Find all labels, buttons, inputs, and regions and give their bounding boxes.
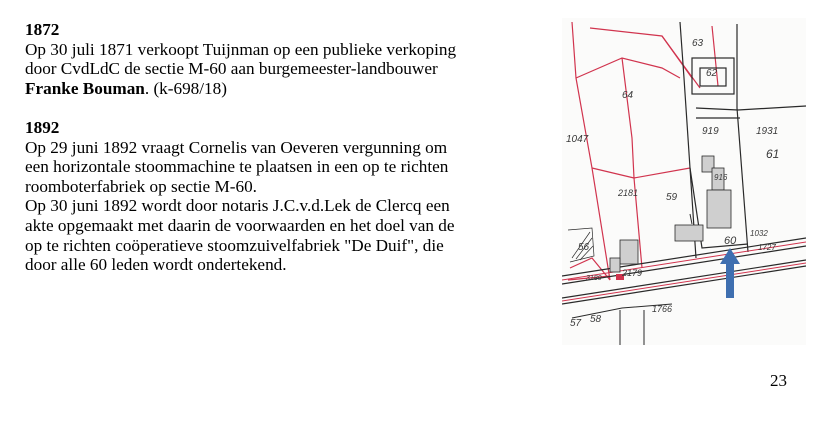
text-line: . (k-698/18) — [144, 78, 227, 98]
cadastral-map — [562, 18, 806, 345]
parcel-label: 57 — [570, 318, 582, 329]
cadastral-map-drawing — [562, 18, 806, 345]
parcel-label: 1032 — [750, 229, 768, 238]
page-number: 23 — [770, 371, 787, 390]
parcel-label: 1727 — [758, 243, 776, 252]
parcel-label: 1766 — [652, 304, 673, 314]
parcel-label: 58 — [590, 314, 602, 325]
text-line: akte opgemaakt met daarin de voorwaarden en het doel van de — [25, 215, 455, 235]
year-heading-1872: 1872 — [25, 20, 60, 39]
parcel-label: 919 — [702, 126, 719, 137]
text-line: Op 30 juni 1892 wordt door notaris J.C.v.d.Lek de Clercq een — [25, 196, 450, 216]
parcel-label: 916 — [714, 173, 728, 182]
parcel-label: 64 — [622, 90, 634, 101]
text-line: Op 29 juni 1892 vraagt Cornelis van Oeveren vergunning om — [25, 137, 448, 157]
parcel-label: 3180 — [586, 275, 602, 282]
owner-name: Franke Bouman — [25, 78, 145, 98]
text-line: op te richten coöperatieve stoomzuivelfabriek "De Duif", die — [25, 235, 444, 255]
text-line: Op 30 juli 1871 verkoopt Tuijnman op een publieke verkoping — [25, 39, 457, 59]
text-line: een horizontale stoommachine te plaatsen in een op te richten — [25, 157, 449, 177]
parcel-label: 59 — [666, 192, 678, 203]
parcel-label: 62 — [706, 68, 718, 79]
parcel-label: 2181 — [618, 188, 639, 198]
parcel-label: 2179 — [622, 268, 643, 278]
text-line: door CvdLdC de sectie M-60 aan burgemeester-landbouwer — [25, 59, 438, 79]
text-line: roomboterfabriek op sectie M-60. — [25, 176, 257, 196]
paragraph-1872 — [25, 40, 545, 99]
parcel-label: 1931 — [756, 126, 779, 137]
parcel-label: 60 — [724, 235, 737, 247]
parcel-label: 61 — [766, 147, 780, 161]
parcel-label: 63 — [692, 38, 704, 49]
parcel-label: 56 — [578, 242, 590, 253]
text-line: door alle 60 leden wordt ondertekend. — [25, 255, 287, 275]
parcel-label: 1047 — [566, 134, 589, 145]
paragraph-1892 — [25, 138, 545, 275]
year-heading-1892: 1892 — [25, 117, 60, 137]
text-column — [25, 20, 545, 275]
